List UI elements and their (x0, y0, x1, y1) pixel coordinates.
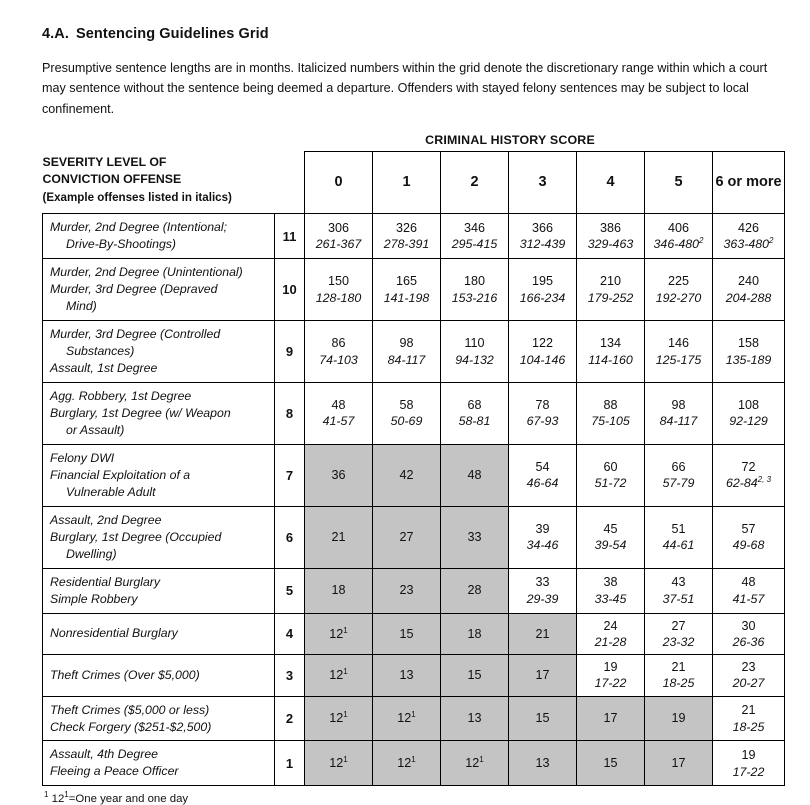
discretionary-range: 26-36 (732, 634, 765, 649)
presumptive-sentence: 346 (463, 220, 485, 235)
offense-cell (43, 321, 275, 383)
offense-line: Felony DWI (50, 450, 115, 465)
sentence-cell (305, 506, 373, 568)
discretionary-range: 74-103 (319, 352, 358, 367)
presumptive-sentence: 24 (603, 618, 618, 633)
severity-header-line2: CONVICTION OFFENSE (42, 172, 182, 187)
score-column-header-2: 2 (441, 152, 509, 214)
sentence-cell (509, 506, 577, 568)
discretionary-range: 20-27 (732, 676, 765, 691)
offense-line: Dwelling) (66, 546, 117, 561)
severity-level-cell: 1 (275, 741, 305, 786)
footnote-ref: 1 (343, 625, 348, 635)
sentence-cell (441, 259, 509, 321)
score-column-header-0: 0 (305, 152, 373, 214)
discretionary-range: 21-28 (594, 634, 627, 649)
offense-cell (43, 741, 275, 786)
presumptive-sentence: 68 (467, 398, 482, 413)
discretionary-range: 84-117 (659, 414, 698, 429)
offense-line: Drive-By-Shootings) (66, 237, 177, 252)
presumptive-sentence: 134 (599, 336, 621, 351)
offense-line: Burglary, 1st Degree (Occupied (50, 529, 222, 544)
presumptive-sentence: $12^1$ (329, 710, 348, 726)
presumptive-sentence: 48 (741, 575, 756, 590)
offense-line: Residential Burglary (50, 574, 161, 589)
discretionary-range: 84-117 (387, 352, 426, 367)
sentence-cell (305, 613, 373, 654)
sentence-cell (577, 382, 645, 444)
presumptive-sentence: 366 (531, 220, 553, 235)
sentence-cell (645, 568, 713, 613)
discretionary-range: 141-198 (383, 290, 430, 305)
footnote-ref: 2 (769, 236, 774, 246)
presumptive-sentence: 36 (331, 468, 346, 483)
discretionary-range: 166-234 (519, 290, 566, 305)
sentence-cell (373, 321, 441, 383)
grid-header (43, 152, 785, 214)
sentence-cell (441, 214, 509, 259)
offense-line: Murder, 2nd Degree (Unintentional) (50, 265, 243, 280)
presumptive-sentence: 122 (531, 336, 553, 351)
offense-line: Vulnerable Adult (66, 484, 156, 499)
offense-line: Fleeing a Peace Officer (50, 764, 179, 779)
presumptive-sentence: 42 (399, 468, 414, 483)
sentence-cell (373, 613, 441, 654)
footnote-ref: 1 (343, 710, 348, 720)
discretionary-range: 37-51 (662, 591, 695, 606)
offense-cell (43, 259, 275, 321)
footnote-text: $12^1=One$ year and one day (51, 790, 189, 805)
presumptive-sentence: 58 (399, 398, 414, 413)
offense-cell (43, 506, 275, 568)
discretionary-range: 67-93 (526, 414, 559, 429)
presumptive-sentence: 18 (467, 626, 482, 641)
presumptive-sentence: 15 (467, 668, 482, 683)
presumptive-sentence: 21 (535, 626, 550, 641)
footnote-ref: 1 (411, 755, 416, 765)
sentence-cell (373, 741, 441, 786)
sentence-cell (577, 444, 645, 506)
sentence-cell (713, 613, 785, 654)
sentence-cell (373, 696, 441, 741)
presumptive-sentence: 18 (331, 583, 346, 598)
sentence-cell (577, 321, 645, 383)
discretionary-range: 23-32 (662, 634, 695, 649)
sentence-cell (577, 655, 645, 696)
discretionary-range: 49-68 (732, 538, 765, 553)
offense-line: or Assault) (66, 422, 125, 437)
presumptive-sentence: 386 (599, 220, 621, 235)
footnote-ref: 1 (343, 666, 348, 676)
intro-paragraph: Presumptive sentence lengths are in months. Italicized numbers within the grid denote the discretionary range within which a court may sentence without the sentence being deemed a departure. Offenders with stayed felony sentences may be subject to local confinement. (42, 61, 768, 116)
presumptive-sentence: 406 (667, 220, 689, 235)
presumptive-sentence: 19 (671, 711, 686, 726)
discretionary-range: 92-129 (729, 414, 768, 429)
sentence-cell (305, 568, 373, 613)
offense-line: Burglary, 1st Degree (w/ Weapon (50, 405, 231, 420)
severity-header-line3: (Example offenses listed in italics) (42, 190, 232, 204)
sentence-cell (509, 613, 577, 654)
presumptive-sentence: 240 (737, 274, 759, 289)
sentence-cell (373, 214, 441, 259)
sentence-cell (645, 259, 713, 321)
presumptive-sentence: $12^1$ (465, 755, 484, 771)
offense-cell (43, 444, 275, 506)
page-title-text: Sentencing Guidelines Grid (76, 26, 269, 42)
offense-cell (43, 613, 275, 654)
footnote (44, 790, 778, 805)
sentence-cell (577, 214, 645, 259)
offense-line: Murder, 3rd Degree (Controlled (50, 327, 221, 342)
discretionary-range: 50-69 (390, 414, 423, 429)
offense-line: Financial Exploitation of a (50, 467, 191, 482)
table-row (43, 382, 785, 444)
discretionary-range: 125-175 (655, 352, 702, 367)
page-title-number: 4.A. (42, 26, 69, 42)
offense-cell (43, 214, 275, 259)
offense-cell (43, 568, 275, 613)
footnote-ref: 1 (479, 755, 484, 765)
discretionary-range: 57-79 (662, 476, 695, 491)
offense-line: Check Forgery ($251-$2,500) (50, 719, 212, 734)
presumptive-sentence: 426 (737, 220, 759, 235)
presumptive-sentence: 146 (667, 336, 689, 351)
offense-line: Assault, 4th Degree (50, 747, 159, 762)
presumptive-sentence: $12^1$ (397, 755, 416, 771)
discretionary-range: 329-463 (587, 237, 634, 252)
table-row (43, 444, 785, 506)
sentence-cell (645, 741, 713, 786)
discretionary-range: 29-39 (526, 591, 559, 606)
sentence-cell (577, 696, 645, 741)
sentence-cell (305, 741, 373, 786)
discretionary-range: 153-216 (451, 290, 498, 305)
presumptive-sentence: $12^1$ (329, 755, 348, 771)
discretionary-range: 41-57 (322, 414, 355, 429)
discretionary-range: 94-132 (455, 352, 494, 367)
presumptive-sentence: 72 (741, 460, 756, 475)
sentence-cell (373, 382, 441, 444)
sentence-cell (509, 214, 577, 259)
sentence-cell (713, 321, 785, 383)
sentence-cell (509, 321, 577, 383)
presumptive-sentence: 21 (671, 660, 686, 675)
presumptive-sentence: $12^1$ (329, 666, 348, 683)
discretionary-range: 179-252 (587, 290, 634, 305)
discretionary-range: 62-84$^{2, 3}$ (725, 475, 772, 491)
sentence-cell (645, 214, 713, 259)
discretionary-range: 295-415 (451, 237, 498, 252)
sentence-cell (645, 321, 713, 383)
presumptive-sentence: 27 (399, 530, 414, 544)
sentence-cell (713, 214, 785, 259)
sentence-cell (373, 506, 441, 568)
presumptive-sentence: 110 (464, 336, 485, 351)
sentence-cell (713, 741, 785, 786)
offense-line: Substances) (66, 343, 135, 358)
presumptive-sentence: 30 (741, 618, 756, 633)
offense-cell (43, 382, 275, 444)
table-row (43, 613, 785, 654)
presumptive-sentence: 51 (671, 521, 686, 536)
table-row (43, 259, 785, 321)
sentence-cell (645, 613, 713, 654)
footnote-ref: 1 (411, 710, 416, 720)
sentence-cell (441, 444, 509, 506)
sentence-cell (713, 382, 785, 444)
presumptive-sentence: 13 (535, 756, 550, 771)
offense-line: Murder, 3rd Degree (Depraved (50, 282, 218, 297)
sentencing-grid-table (42, 151, 785, 786)
discretionary-range: 46-64 (526, 476, 559, 491)
discretionary-range: 33-45 (594, 591, 627, 606)
sentence-cell (509, 382, 577, 444)
footnote-marker: 1 (44, 790, 49, 800)
sentence-cell (713, 506, 785, 568)
discretionary-range: 114-160 (588, 352, 633, 367)
footnote-ref: 2 (699, 236, 704, 246)
presumptive-sentence: 15 (535, 711, 550, 726)
table-row (43, 506, 785, 568)
sentence-cell (305, 382, 373, 444)
sentence-cell (577, 506, 645, 568)
offense-line: Simple Robbery (50, 591, 138, 606)
score-column-header-3: 3 (509, 152, 577, 214)
offense-line: Agg. Robbery, 1st Degree (50, 388, 192, 403)
presumptive-sentence: 17 (671, 756, 686, 771)
offense-line: Murder, 2nd Degree (Intentional; (50, 220, 228, 235)
grid-header-row (43, 152, 785, 214)
presumptive-sentence: 66 (671, 460, 686, 475)
discretionary-range: 17-22 (732, 764, 765, 779)
table-row (43, 321, 785, 383)
presumptive-sentence: 57 (741, 521, 756, 536)
table-row (43, 214, 785, 259)
sentence-cell (509, 741, 577, 786)
sentence-cell (645, 696, 713, 741)
sentence-cell (509, 444, 577, 506)
presumptive-sentence: 17 (535, 668, 550, 683)
severity-level-header (43, 152, 305, 214)
grid-body (43, 214, 785, 786)
table-row (43, 568, 785, 613)
presumptive-sentence: 15 (603, 756, 618, 771)
discretionary-range: 75-105 (591, 414, 630, 429)
severity-level-cell: 6 (275, 506, 305, 568)
presumptive-sentence: 33 (467, 530, 482, 544)
presumptive-sentence: 306 (327, 220, 349, 235)
sentence-cell (441, 321, 509, 383)
discretionary-range: 41-57 (732, 591, 765, 606)
sentence-cell (577, 568, 645, 613)
discretionary-range: 278-391 (383, 237, 430, 252)
page-title (42, 26, 778, 42)
discretionary-range: 18-25 (732, 719, 765, 734)
sentence-cell (577, 741, 645, 786)
presumptive-sentence: 38 (603, 575, 618, 590)
sentence-cell (713, 655, 785, 696)
presumptive-sentence: 88 (603, 398, 618, 413)
table-row (43, 741, 785, 786)
offense-line: Assault, 1st Degree (50, 360, 158, 375)
sentence-cell (373, 568, 441, 613)
score-column-header-4: 4 (577, 152, 645, 214)
offense-cell (43, 655, 275, 696)
severity-level-cell: 10 (275, 259, 305, 321)
presumptive-sentence: 54 (535, 460, 550, 475)
discretionary-range: 312-439 (519, 237, 566, 252)
offense-line: Theft Crimes (Over $5,000) (50, 667, 200, 682)
offense-line: Mind) (66, 299, 97, 314)
presumptive-sentence: $12^1$ (329, 625, 348, 641)
discretionary-range: 34-46 (526, 538, 559, 553)
presumptive-sentence: 78 (535, 398, 550, 413)
sentence-cell (305, 696, 373, 741)
presumptive-sentence: 150 (327, 274, 349, 289)
presumptive-sentence: $12^1$ (397, 710, 416, 726)
presumptive-sentence: 98 (671, 398, 686, 413)
presumptive-sentence: 45 (603, 521, 618, 536)
presumptive-sentence: 43 (671, 575, 686, 590)
table-row (43, 696, 785, 741)
presumptive-sentence: 108 (737, 398, 759, 413)
severity-level-cell: 5 (275, 568, 305, 613)
presumptive-sentence: 195 (531, 274, 553, 289)
discretionary-range: 58-81 (458, 414, 491, 429)
presumptive-sentence: 165 (395, 274, 417, 289)
table-row (43, 655, 785, 696)
sentence-cell (645, 382, 713, 444)
discretionary-range: 39-54 (594, 538, 627, 553)
presumptive-sentence: 180 (463, 274, 485, 289)
presumptive-sentence: 13 (467, 711, 482, 726)
presumptive-sentence: 60 (603, 460, 618, 475)
discretionary-range: 192-270 (655, 290, 702, 305)
presumptive-sentence: 28 (467, 583, 482, 598)
footnote-ref: 1 (343, 755, 348, 765)
presumptive-sentence: 13 (399, 668, 414, 683)
offense-line: Theft Crimes ($5,000 or less) (50, 702, 210, 717)
sentence-cell (441, 741, 509, 786)
offense-line: Assault, 2nd Degree (50, 512, 162, 527)
severity-level-cell: 9 (275, 321, 305, 383)
sentence-cell (441, 655, 509, 696)
sentence-cell (441, 568, 509, 613)
sentence-cell (305, 214, 373, 259)
sentence-cell (509, 696, 577, 741)
sentence-cell (373, 444, 441, 506)
presumptive-sentence: 158 (737, 336, 759, 351)
severity-level-cell: 4 (275, 613, 305, 654)
discretionary-range: 44-61 (662, 538, 695, 553)
score-column-header-5: 5 (645, 152, 713, 214)
presumptive-sentence: 210 (599, 274, 621, 289)
sentence-cell (509, 655, 577, 696)
score-column-header-6: 6 or more (713, 152, 785, 214)
presumptive-sentence: 225 (667, 274, 689, 289)
severity-header-line1: SEVERITY LEVEL OF (42, 154, 167, 169)
presumptive-sentence: 17 (603, 711, 618, 726)
discretionary-range: 18-25 (662, 676, 695, 691)
discretionary-range: 135-189 (725, 352, 772, 367)
severity-level-cell: 11 (275, 214, 305, 259)
criminal-history-score-title: CRIMINAL HISTORY SCORE (425, 133, 595, 148)
sentence-cell (713, 444, 785, 506)
score-column-header-1: 1 (373, 152, 441, 214)
presumptive-sentence: 33 (535, 575, 550, 590)
presumptive-sentence: 15 (399, 626, 414, 641)
sentence-cell (441, 696, 509, 741)
sentence-cell (645, 506, 713, 568)
sentence-cell (305, 259, 373, 321)
presumptive-sentence: 48 (467, 468, 482, 483)
presumptive-sentence: 98 (399, 336, 414, 351)
discretionary-range: 204-288 (725, 290, 772, 305)
sentence-cell (373, 259, 441, 321)
presumptive-sentence: 39 (535, 521, 550, 536)
offense-line: Nonresidential Burglary (50, 626, 178, 641)
presumptive-sentence: 21 (331, 530, 346, 544)
sentence-cell (713, 568, 785, 613)
sentence-cell (441, 613, 509, 654)
presumptive-sentence: 86 (331, 336, 346, 351)
discretionary-range: 51-72 (594, 476, 627, 491)
sentence-cell (713, 696, 785, 741)
presumptive-sentence: 48 (331, 398, 346, 413)
discretionary-range: 261-367 (315, 237, 362, 252)
severity-level-cell: 8 (275, 382, 305, 444)
presumptive-sentence: 326 (395, 220, 417, 235)
presumptive-sentence: 19 (741, 748, 756, 763)
sentence-cell (305, 655, 373, 696)
presumptive-sentence: 23 (741, 660, 756, 675)
severity-level-cell: 7 (275, 444, 305, 506)
discretionary-range: 128-180 (315, 290, 362, 305)
sentence-cell (305, 444, 373, 506)
sentence-cell (373, 655, 441, 696)
sentence-cell (305, 321, 373, 383)
sentence-cell (713, 259, 785, 321)
discretionary-range: $363-480^2$ (723, 236, 774, 252)
discretionary-range: $346-480^2$ (653, 236, 704, 252)
severity-level-cell: 3 (275, 655, 305, 696)
footnote-ref: 2, 3 (757, 475, 772, 485)
sentence-cell (509, 259, 577, 321)
offense-cell (43, 696, 275, 741)
presumptive-sentence: 19 (603, 660, 618, 675)
presumptive-sentence: 23 (399, 583, 414, 598)
sentence-cell (441, 506, 509, 568)
discretionary-range: 17-22 (594, 676, 627, 691)
presumptive-sentence: 21 (741, 703, 756, 718)
sentence-cell (645, 444, 713, 506)
discretionary-range: 104-146 (519, 352, 566, 367)
sentence-cell (509, 568, 577, 613)
presumptive-sentence: 27 (671, 618, 686, 633)
sentence-cell (577, 613, 645, 654)
sentence-cell (645, 655, 713, 696)
severity-level-cell: 2 (275, 696, 305, 741)
sentence-cell (577, 259, 645, 321)
sentence-cell (441, 382, 509, 444)
